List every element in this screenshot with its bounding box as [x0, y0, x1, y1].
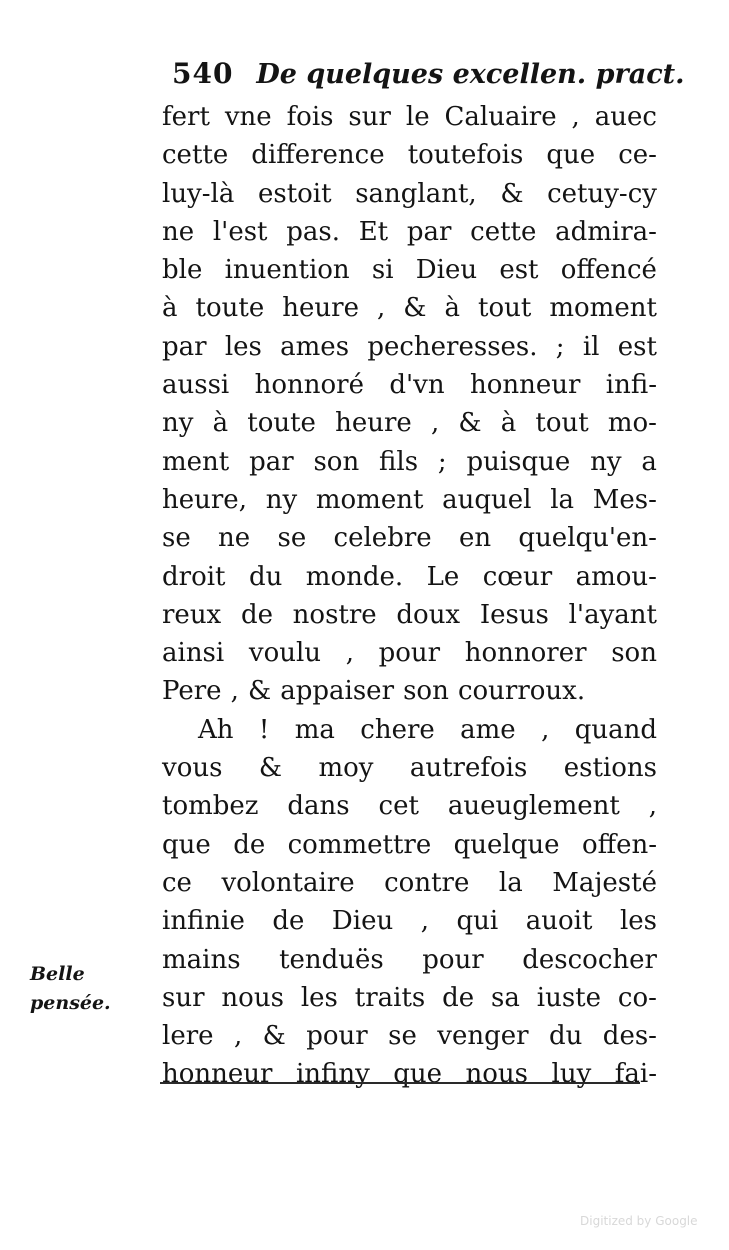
text-word: Caluaire: [444, 102, 557, 132]
text-word: ce-: [618, 140, 657, 171]
text-word: ma: [294, 714, 335, 745]
text-word: &: [258, 753, 283, 784]
text-word: Le: [426, 561, 460, 592]
text-word: &: [458, 408, 482, 439]
text-line: [162, 1055, 657, 1093]
text-line: [162, 941, 657, 979]
text-word: cetuy-cy: [547, 178, 657, 209]
text-word: ainsi: [162, 638, 225, 669]
text-word: pour: [422, 944, 484, 975]
text-word: puisque: [466, 446, 571, 477]
text-word: estions: [563, 753, 657, 784]
text-word: tout: [535, 408, 589, 439]
text-word: quelque: [453, 829, 560, 860]
text-word: aueuglement: [447, 791, 620, 822]
text-word: les: [224, 331, 262, 362]
text-word: qui: [456, 906, 499, 937]
text-word: contre: [384, 867, 470, 898]
text-word: amou-: [575, 561, 657, 592]
margin-note-line-1: Belle: [30, 963, 85, 985]
text-word: son: [403, 676, 449, 707]
text-word: descocher: [522, 944, 657, 975]
text-word: mains: [162, 944, 241, 975]
text-word: sur: [162, 982, 205, 1013]
text-word: cœur: [482, 561, 553, 592]
text-line: [162, 1017, 657, 1055]
text-word: ,: [430, 408, 440, 439]
text-word: fai-: [614, 1059, 657, 1090]
text-word: Iesus: [479, 599, 549, 630]
text-word: sa: [491, 982, 520, 1013]
text-word: sur: [348, 102, 391, 132]
text-word: nostre: [292, 599, 377, 630]
text-word: pour: [306, 1021, 368, 1052]
paragraph-1: [162, 98, 657, 711]
text-line: [162, 289, 657, 327]
text-word: &: [500, 178, 524, 209]
text-word: traits: [354, 982, 426, 1013]
text-word: &: [247, 676, 272, 707]
text-word: que: [393, 1059, 443, 1090]
text-word: monde.: [305, 561, 404, 592]
text-word: ,: [345, 638, 354, 669]
text-word: le: [405, 102, 430, 132]
text-word: honneur: [162, 1059, 273, 1090]
text-word: est: [499, 255, 539, 286]
text-word: tombez: [162, 791, 259, 822]
text-word: moment: [315, 484, 424, 515]
text-word: les: [619, 906, 657, 937]
text-word: co-: [617, 982, 657, 1013]
text-word: ment: [162, 446, 230, 477]
text-word: a: [641, 446, 657, 477]
text-word: aussi: [162, 370, 230, 401]
text-word: ,: [377, 293, 386, 324]
text-word: est: [617, 331, 657, 362]
text-word: du: [248, 561, 283, 592]
text-word: voulu: [248, 638, 322, 669]
text-word: son: [611, 638, 657, 669]
page-header: [172, 52, 685, 96]
text-word: si: [371, 255, 394, 286]
paragraph-2: [162, 711, 657, 1094]
text-word: de: [272, 906, 305, 937]
text-word: heure: [282, 293, 359, 324]
text-word: ny: [590, 446, 622, 477]
text-word: toute: [195, 293, 265, 324]
text-word: fils: [379, 446, 419, 477]
text-line: [162, 251, 657, 289]
text-word: quand: [574, 714, 657, 745]
text-word: droit: [162, 561, 226, 592]
text-word: de: [233, 829, 266, 860]
text-word: tenduës: [279, 944, 384, 975]
text-word: Et: [358, 216, 389, 247]
text-word: Ah: [198, 714, 234, 745]
text-word: se: [277, 523, 307, 554]
text-word: ne: [162, 216, 195, 247]
text-word: admira-: [555, 216, 657, 247]
text-word: mo-: [607, 408, 657, 439]
text-word: courroux.: [457, 676, 586, 707]
text-word: ames: [280, 331, 350, 362]
text-word: &: [262, 1021, 286, 1052]
text-line: [162, 328, 657, 366]
text-line: [162, 175, 657, 213]
text-word: de: [442, 982, 475, 1013]
text-word: nous: [221, 982, 284, 1013]
text-word: se: [162, 523, 191, 554]
text-word: luy-là: [162, 178, 235, 209]
text-word: en: [458, 523, 492, 554]
text-word: heure,: [162, 484, 247, 515]
text-word: ny: [265, 484, 298, 515]
text-word: Pere: [162, 676, 222, 707]
text-word: dans: [287, 791, 350, 822]
text-word: infi-: [605, 370, 657, 401]
text-line: [162, 711, 657, 749]
text-line: [162, 98, 657, 136]
text-word: de: [240, 599, 273, 630]
text-word: nous: [465, 1059, 529, 1090]
text-word: volontaire: [221, 867, 355, 898]
text-word: difference: [251, 140, 385, 171]
text-line: [162, 366, 657, 404]
text-word: pour: [378, 638, 441, 669]
text-word: que: [162, 829, 211, 860]
text-word: du: [548, 1021, 583, 1052]
text-word: ame: [460, 714, 516, 745]
text-word: inuention: [224, 255, 350, 286]
text-word: l'ayant: [568, 599, 657, 630]
text-word: à: [500, 408, 517, 439]
text-line: [162, 596, 657, 634]
text-word: il: [582, 331, 600, 362]
text-line: [162, 787, 657, 825]
text-word: commettre: [287, 829, 432, 860]
text-word: pecheresses.: [367, 331, 538, 362]
text-line: [162, 558, 657, 596]
text-word: offencé: [560, 255, 657, 286]
text-word: se: [388, 1021, 417, 1052]
text-word: cette: [470, 216, 537, 247]
text-word: tout: [478, 293, 532, 324]
text-word: quelqu'en-: [518, 523, 657, 554]
text-word: reux: [162, 599, 222, 630]
text-word: à: [444, 293, 460, 324]
text-word: honnorer: [464, 638, 587, 669]
text-word: Dieu: [415, 255, 478, 286]
text-line: [162, 749, 657, 787]
text-word: chere: [360, 714, 435, 745]
text-line: [162, 213, 657, 251]
text-word: les: [300, 982, 338, 1013]
text-line: [162, 979, 657, 1017]
text-word: honnoré: [254, 370, 364, 401]
text-word: venger: [437, 1021, 529, 1052]
body-text: [162, 98, 657, 1094]
text-line: [162, 404, 657, 442]
text-word: cette: [162, 140, 229, 171]
text-word: toutefois: [407, 140, 524, 171]
text-word: vne: [224, 102, 272, 132]
text-word: cet: [378, 791, 419, 822]
text-word: pas.: [286, 216, 340, 247]
text-word: &: [403, 293, 427, 324]
text-word: heure: [335, 408, 412, 439]
text-word: infinie: [162, 906, 245, 937]
text-word: doux: [396, 599, 461, 630]
text-word: ble: [162, 255, 203, 286]
text-word: celebre: [333, 523, 432, 554]
text-word: ,: [230, 676, 239, 707]
text-word: iuste: [536, 982, 602, 1013]
text-word: infiny: [295, 1059, 370, 1090]
text-word: auoit: [525, 906, 593, 937]
text-line: [162, 519, 657, 557]
text-word: par: [249, 446, 294, 477]
text-word: ;: [437, 446, 447, 477]
text-word: ne: [218, 523, 251, 554]
text-word: moment: [549, 293, 657, 324]
text-line: [162, 902, 657, 940]
text-word: d'vn: [389, 370, 445, 401]
text-line: [162, 136, 657, 174]
text-word: la: [498, 867, 523, 898]
text-word: son: [313, 446, 360, 477]
text-line: [162, 481, 657, 519]
text-word: par: [406, 216, 452, 247]
text-word: des-: [602, 1021, 657, 1052]
margin-note: [30, 960, 140, 1018]
text-line: [162, 634, 657, 672]
text-word: luy: [551, 1059, 592, 1090]
text-word: offen-: [581, 829, 657, 860]
text-word: lere: [162, 1021, 214, 1052]
text-word: Majesté: [552, 867, 657, 898]
page-number: 540: [172, 57, 234, 90]
text-line: [162, 826, 657, 864]
digitization-watermark: Digitized by Google: [580, 1214, 698, 1228]
text-word: vous: [162, 753, 223, 784]
text-word: que: [546, 140, 596, 171]
text-word: fert: [162, 102, 210, 132]
text-word: honneur: [469, 370, 581, 401]
text-word: ny: [162, 408, 194, 439]
text-word: appaiser: [280, 676, 394, 707]
text-line: [162, 672, 657, 710]
text-word: sanglant,: [355, 178, 477, 209]
text-word: ,: [420, 906, 429, 937]
text-word: autrefois: [409, 753, 528, 784]
text-word: ,: [541, 714, 550, 745]
text-word: ce: [162, 867, 192, 898]
text-word: Dieu: [331, 906, 394, 937]
text-line: [162, 443, 657, 481]
text-word: à: [212, 408, 229, 439]
bottom-rule: [160, 1082, 640, 1084]
text-word: la: [550, 484, 575, 515]
text-word: fois: [286, 102, 334, 132]
text-word: estoit: [257, 178, 332, 209]
text-word: auec: [594, 102, 657, 132]
text-word: !: [258, 714, 270, 745]
text-word: Mes-: [592, 484, 657, 515]
text-word: l'est: [212, 216, 268, 247]
text-line: [162, 864, 657, 902]
margin-note-line-2: pensée.: [30, 992, 111, 1014]
text-word: toute: [247, 408, 316, 439]
running-head: De quelques excellen. pract.: [256, 59, 685, 90]
text-word: ,: [233, 1021, 243, 1052]
text-word: ,: [648, 791, 657, 822]
text-word: auquel: [442, 484, 532, 515]
text-word: à: [162, 293, 178, 324]
text-word: ,: [571, 102, 580, 132]
text-word: moy: [318, 753, 374, 784]
text-word: ;: [555, 331, 565, 362]
text-word: par: [162, 331, 207, 362]
